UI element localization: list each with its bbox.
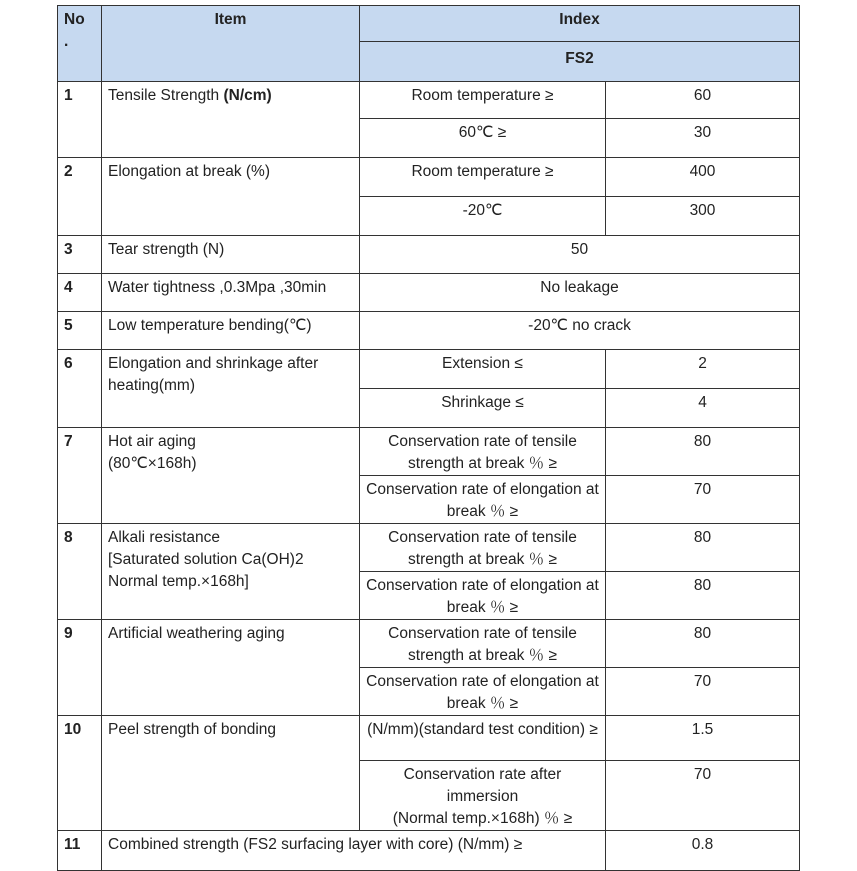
- row-value: 80: [606, 572, 800, 620]
- header-item: Item: [102, 6, 360, 82]
- row-value: 2: [606, 350, 800, 389]
- row-item: Alkali resistance [Saturated solution Ca(OH)2 Normal temp.×168h]: [102, 524, 360, 620]
- row-value: 60: [606, 82, 800, 119]
- row-condition: Conservation rate after immersion (Normal temp.×168h) ％ ≥: [360, 761, 606, 831]
- row-no: 9: [58, 620, 102, 716]
- row-value: 80: [606, 428, 800, 476]
- row-no: 1: [58, 82, 102, 158]
- row-item: Tear strength (N): [102, 236, 360, 274]
- row-no: 11: [58, 831, 102, 871]
- row-value: 300: [606, 197, 800, 236]
- row-no: 4: [58, 274, 102, 312]
- row-no: 2: [58, 158, 102, 236]
- row-no: 3: [58, 236, 102, 274]
- row-condition: Extension ≤: [360, 350, 606, 389]
- row-value: 70: [606, 761, 800, 831]
- row-value: 4: [606, 389, 800, 428]
- row-no: 10: [58, 716, 102, 831]
- row-value: No leakage: [360, 274, 800, 312]
- row-condition: Shrinkage ≤: [360, 389, 606, 428]
- row-condition: Room temperature ≥: [360, 158, 606, 197]
- row-value: 70: [606, 668, 800, 716]
- row-condition: (N/mm)(standard test condition) ≥: [360, 716, 606, 761]
- row-condition: Conservation rate of elongation at break ％ ≥: [360, 668, 606, 716]
- row-item: Elongation at break (%): [102, 158, 360, 236]
- row-item: Low temperature bending(℃): [102, 312, 360, 350]
- row-condition: 60℃ ≥: [360, 119, 606, 158]
- row-condition: Conservation rate of elongation at break ％ ≥: [360, 572, 606, 620]
- header-no: No .: [58, 6, 102, 82]
- row-value: 80: [606, 524, 800, 572]
- header-grade: FS2: [360, 42, 800, 82]
- row-item: Artificial weathering aging: [102, 620, 360, 716]
- row-condition: Conservation rate of tensile strength at break ％ ≥: [360, 620, 606, 668]
- row-condition: Conservation rate of elongation at break ％ ≥: [360, 476, 606, 524]
- row-item: Water tightness ,0.3Mpa ,30min: [102, 274, 360, 312]
- header-index: Index: [360, 6, 800, 42]
- row-item-unit: (N/cm): [223, 87, 272, 104]
- row-value: 30: [606, 119, 800, 158]
- row-no: 5: [58, 312, 102, 350]
- row-no: 7: [58, 428, 102, 524]
- row-no: 8: [58, 524, 102, 620]
- row-value: 80: [606, 620, 800, 668]
- spec-table: [57, 5, 800, 871]
- row-value: 400: [606, 158, 800, 197]
- row-value: 1.5: [606, 716, 800, 761]
- row-condition: Room temperature ≥: [360, 82, 606, 119]
- row-item: Combined strength (FS2 surfacing layer with core) (N/mm) ≥: [102, 831, 606, 871]
- row-item: Elongation and shrinkage after heating(mm): [102, 350, 360, 428]
- row-item: Hot air aging (80℃×168h): [102, 428, 360, 524]
- row-item: Peel strength of bonding: [102, 716, 360, 831]
- row-value: 50: [360, 236, 800, 274]
- row-no: 6: [58, 350, 102, 428]
- row-value: 70: [606, 476, 800, 524]
- row-value: -20℃ no crack: [360, 312, 800, 350]
- row-condition: Conservation rate of tensile strength at break ％ ≥: [360, 524, 606, 572]
- row-value: 0.8: [606, 831, 800, 871]
- row-item: Tensile Strength (N/cm): [102, 82, 360, 158]
- row-condition: -20℃: [360, 197, 606, 236]
- row-condition: Conservation rate of tensile strength at break ％ ≥: [360, 428, 606, 476]
